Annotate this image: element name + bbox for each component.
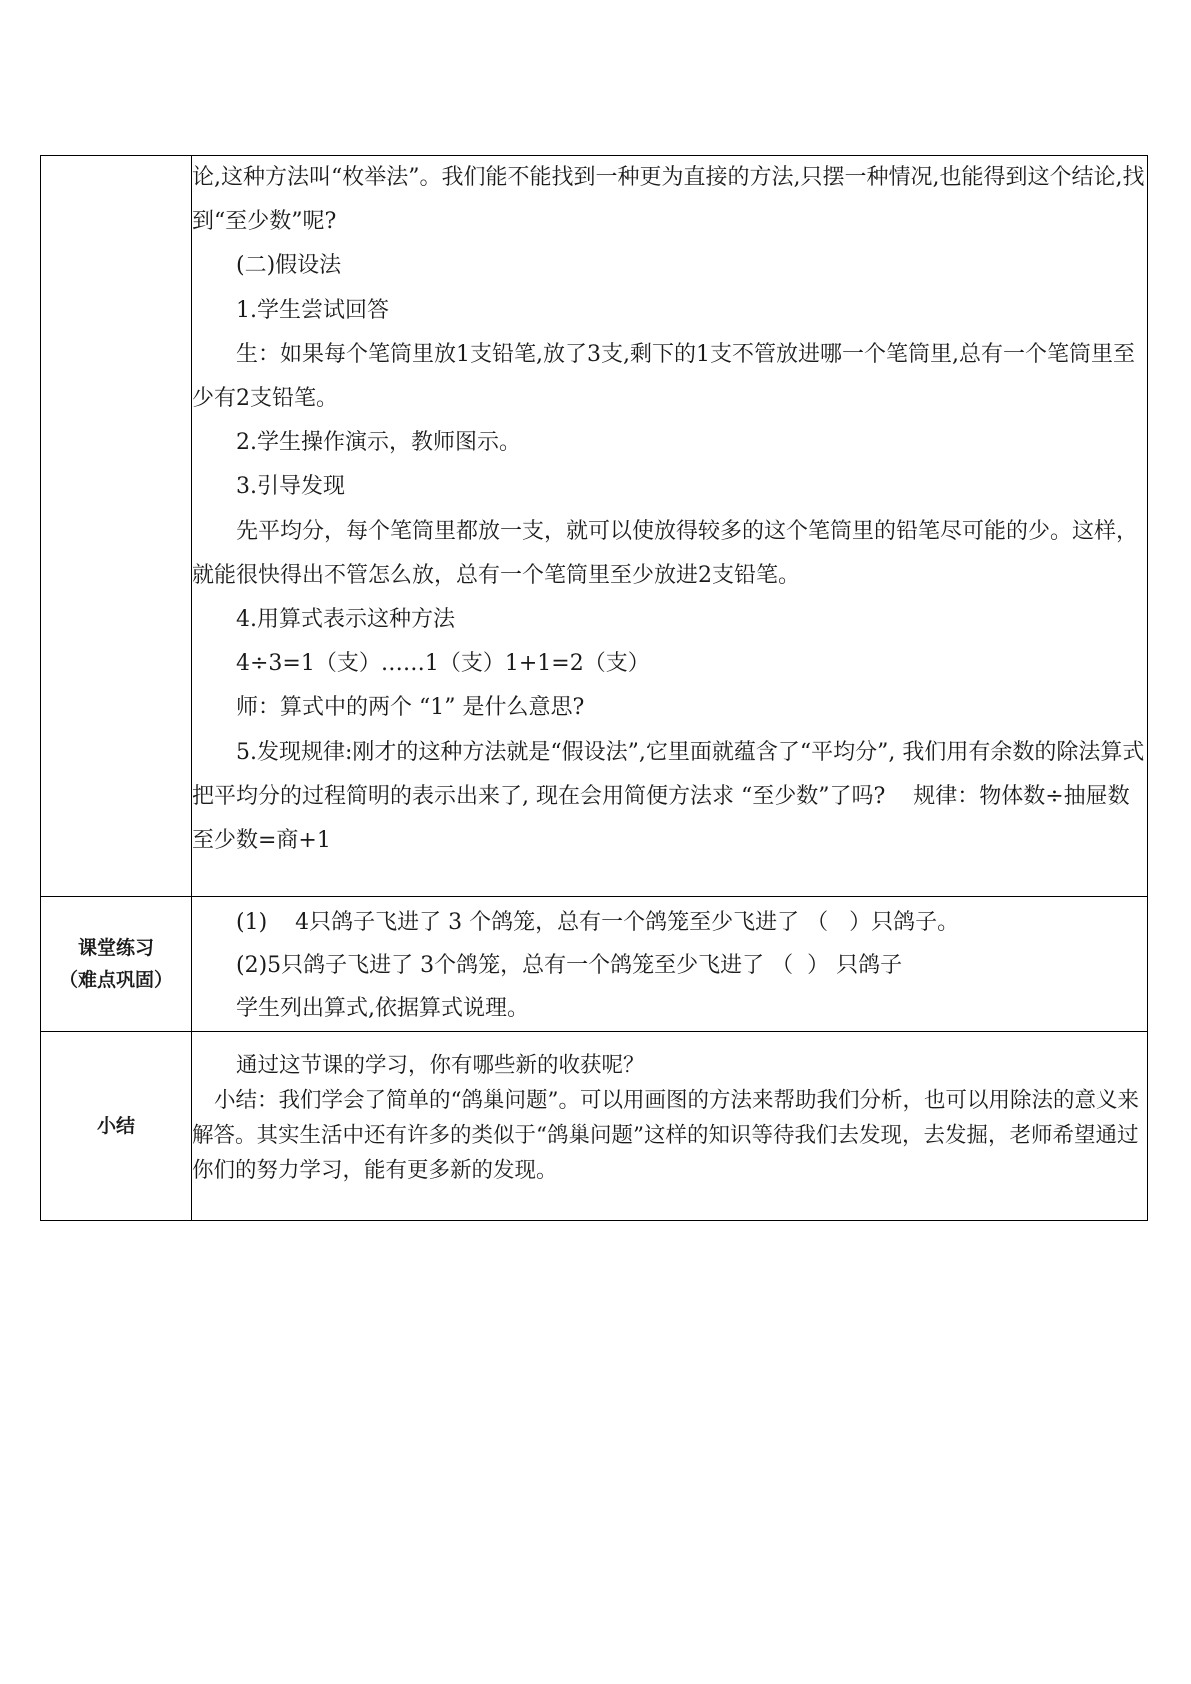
practice-question-1: (1) 4只鸽子飞进了 3 个鸽笼，总有一个鸽笼至少飞进了 （ ）只鸽子。 [236,910,960,935]
step-1: 1.学生尝试回答 [236,297,389,323]
equation-line: 4÷3=1（支）……1（支）1+1=2（支） [236,651,650,677]
summary-content-cell [192,1032,1148,1221]
practice-note: 学生列出算式,依据算式说理。 [236,996,529,1021]
heading-assumption-method: (二)假设法 [236,253,342,279]
lesson-table [40,155,1186,1221]
table-row [41,897,1148,1032]
practice-label: 课堂练习 [77,937,154,959]
table-row [41,156,1148,897]
rule-paragraph: 5.发现规律:刚才的这种方法就是“假设法”,它里面就蕴含了“平均分”, 我们用有余数的除法算式把平均分的过程简明的表示出来了, 现在会用简便方法求 “至少数”了吗? 规律：物体数÷抽屉数 至少数=商+1 [192,739,1186,854]
summary-label-cell [41,1032,192,1221]
empty-label-cell [41,156,192,897]
practice-content-cell [192,897,1148,1032]
step-2: 2.学生操作演示，教师图示。 [236,430,521,456]
step-4: 4.用算式表示这种方法 [236,607,455,633]
summary-label: 小结 [96,1115,135,1137]
paragraph-enumeration: 论,这种方法叫“枚举法”。我们能不能找到一种更为直接的方法,只摆一种情况,也能得到这个结论,找到“至少数”呢? [192,165,1145,235]
summary-question: 通过这节课的学习，你有哪些新的收获呢？ [236,1053,645,1078]
student-answer: 生：如果每个笔筒里放1支铅笔,放了3支,剩下的1支不管放进哪一个笔筒里,总有一个笔筒里至少有2支铅笔。 [192,341,1135,412]
practice-sublabel: （难点巩固） [58,969,173,991]
summary-paragraph: 小结：我们学会了简单的“鸽巢问题”。可以用画图的方法来帮助我们分析，也可以用除法的意义来解答。其实生活中还有许多的类似于“鸽巢问题”这样的知识等待我们去发现，去发掘，老师希望通过你们的努力学习，能有更多新的发现。 [192,1088,1139,1183]
main-content-cell [192,156,1186,897]
table-row [41,1032,1148,1221]
step-3: 3.引导发现 [236,474,345,500]
teacher-question: 师：算式中的两个 “1” 是什么意思? [236,695,585,721]
practice-question-2: (2)5只鸽子飞进了 3个鸽笼，总有一个鸽笼至少飞进了 （ ） 只鸽子 [236,953,903,978]
discovery-paragraph: 先平均分，每个笔筒里都放一支，就可以使放得较多的这个笔筒里的铅笔尽可能的少。这样，就能很快得出不管怎么放，总有一个笔筒里至少放进2支铅笔。 [192,518,1139,588]
practice-label-cell [41,897,192,1032]
